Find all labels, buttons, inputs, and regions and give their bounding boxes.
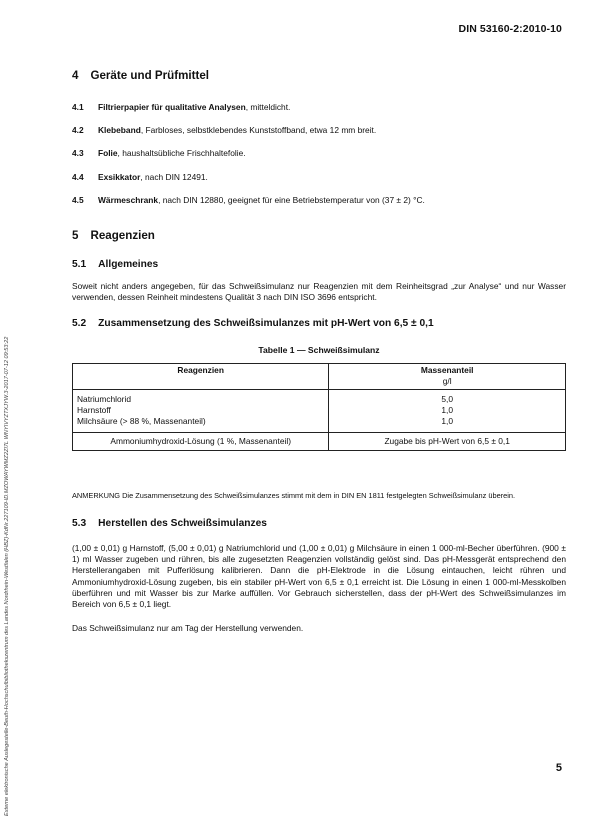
note-paragraph: ANMERKUNG Die Zusammensetzung des Schweißsimulanzes stimmt mit dem in DIN EN 1811 festgelegten Schweißsimulanz überein. bbox=[72, 490, 516, 500]
reagent-value: 5,0 bbox=[441, 393, 454, 404]
section-title: Geräte und Prüfmittel bbox=[90, 69, 209, 82]
side-watermark-note: Externe elektronische Auslegestelle-Beuth-Hochschulbibliothekszentrum des Landes Nordrhein-Westfalen (HBZ)-KdNr.227109-ID.MZOWAYWMZ2ZI7L WNYIVYZTXJYW.3-2017-07-12 09:53:22 bbox=[4, 336, 10, 816]
column-header-unit: g/l bbox=[442, 376, 452, 387]
subsection-5-2-heading bbox=[72, 317, 566, 331]
item-term: Wärmeschrank bbox=[98, 195, 159, 206]
item-number: 4.3 bbox=[72, 148, 84, 159]
subsection-title: Herstellen des Schweißsimulanzes bbox=[98, 517, 267, 529]
list-item bbox=[72, 125, 566, 136]
item-description: , Farbloses, selbstklebendes Kunststoffband, etwa 12 mm breit. bbox=[140, 124, 377, 135]
list-item bbox=[72, 195, 566, 206]
table-cell-values bbox=[329, 389, 566, 432]
page-number: 5 bbox=[555, 762, 562, 775]
item-description: , haushaltsübliche Frischhaltefolie. bbox=[117, 148, 246, 159]
item-term: Filtrierpapier für qualitative Analysen bbox=[98, 101, 246, 112]
subsection-number: 5.1 bbox=[72, 259, 87, 270]
table-cell-reagents bbox=[73, 389, 329, 432]
reagent-value: 1,0 bbox=[441, 404, 454, 415]
column-header-mass-fraction bbox=[329, 363, 566, 389]
reagent-name: Natriumchlorid bbox=[77, 393, 131, 404]
item-number: 4.4 bbox=[72, 171, 84, 182]
item-text bbox=[98, 102, 290, 113]
item-term: Exsikkator bbox=[98, 171, 141, 182]
section-number: 5 bbox=[72, 229, 79, 243]
item-text bbox=[98, 172, 208, 183]
column-header-reagents: Reagenzien bbox=[73, 363, 329, 389]
section-title: Reagenzien bbox=[90, 229, 155, 243]
item-description: , mitteldicht. bbox=[245, 101, 291, 112]
subsection-5-1-heading bbox=[72, 258, 566, 272]
column-header-label: Massenanteil bbox=[420, 364, 474, 375]
table-row bbox=[73, 432, 566, 450]
document-id: DIN 53160-2:2010-10 bbox=[458, 23, 562, 35]
item-number: 4.2 bbox=[72, 124, 84, 135]
reagent-name: Harnstoff bbox=[77, 404, 111, 415]
section-4-heading bbox=[72, 68, 566, 84]
section-number: 4 bbox=[72, 69, 79, 82]
paragraph-preparation: (1,00 ± 0,01) g Harnstoff, (5,00 ± 0,01) g Natriumchlorid und (1,00 ± 0,01) g Milchsäure in einen 1 000-ml-Becher überführen. (900 ± 1) ml Wasser zugeben und rühren, bis alle zugesetzten Reagenzien vollständig gelöst sind. Das pH-Messgerät entsprechend den Herstellerangaben mit Pufferlösung kalibrieren. Dann die pH-Elektrode in die Lösung eintauchen, leicht rühren und Ammoniumhydroxid-Lösung zugeben, bis ein stabiler pH-Wert von 6,5 ± 0,1 erreicht ist. Die Lösung in einen 1 000-ml-Messkolben überführen und mit Wasser bis zur Marke auffüllen. Vor Gebrauch sicherstellen, dass der pH-Wert des Schweißsimulanzes im Bereich von 6,5 ± 0,1 liegt. bbox=[72, 542, 566, 610]
composition-table bbox=[72, 363, 566, 451]
table-header-row bbox=[73, 363, 566, 389]
subsection-number: 5.3 bbox=[72, 517, 87, 529]
item-text bbox=[98, 195, 425, 206]
item-term: Folie bbox=[98, 148, 118, 159]
subsection-number: 5.2 bbox=[72, 318, 87, 330]
item-number: 4.5 bbox=[72, 195, 84, 206]
item-text bbox=[98, 148, 246, 159]
subsection-title: Allgemeines bbox=[98, 259, 159, 270]
reagent-value: 1,0 bbox=[441, 416, 454, 427]
table-cell-reagent: Ammoniumhydroxid-Lösung (1 %, Massenanteil) bbox=[73, 432, 329, 450]
subsection-5-3-heading bbox=[72, 517, 566, 531]
item-description: , nach DIN 12880, geeignet für eine Betriebstemperatur von (37 ± 2) °C. bbox=[158, 195, 425, 206]
table-row bbox=[73, 389, 566, 432]
page-content bbox=[72, 60, 566, 634]
section-5-heading bbox=[72, 228, 566, 244]
list-item bbox=[72, 172, 566, 183]
table-cell-value: Zugabe bis pH-Wert von 6,5 ± 0,1 bbox=[329, 432, 566, 450]
subsection-title: Zusammensetzung des Schweißsimulanzes mit pH-Wert von 6,5 ± 0,1 bbox=[98, 318, 434, 330]
list-item bbox=[72, 102, 566, 113]
item-text bbox=[98, 125, 376, 136]
list-item bbox=[72, 148, 566, 159]
item-number: 4.1 bbox=[72, 101, 84, 112]
paragraph-general: Soweit nicht anders angegeben, für das Schweißsimulanz nur Reagenzien mit dem Reinheitsgrad „zur Analyse“ und nur Wasser verwenden, dessen Reinheit mindestens Qualität 3 nach DIN ISO 3696 entspricht. bbox=[72, 280, 566, 303]
item-term: Klebeband bbox=[98, 124, 141, 135]
reagent-name: Milchsäure (> 88 %, Massenanteil) bbox=[77, 416, 206, 427]
paragraph-usage: Das Schweißsimulanz nur am Tag der Herstellung verwenden. bbox=[72, 622, 304, 633]
item-description: , nach DIN 12491. bbox=[140, 171, 208, 182]
table-caption: Tabelle 1 — Schweißsimulanz bbox=[258, 345, 380, 356]
